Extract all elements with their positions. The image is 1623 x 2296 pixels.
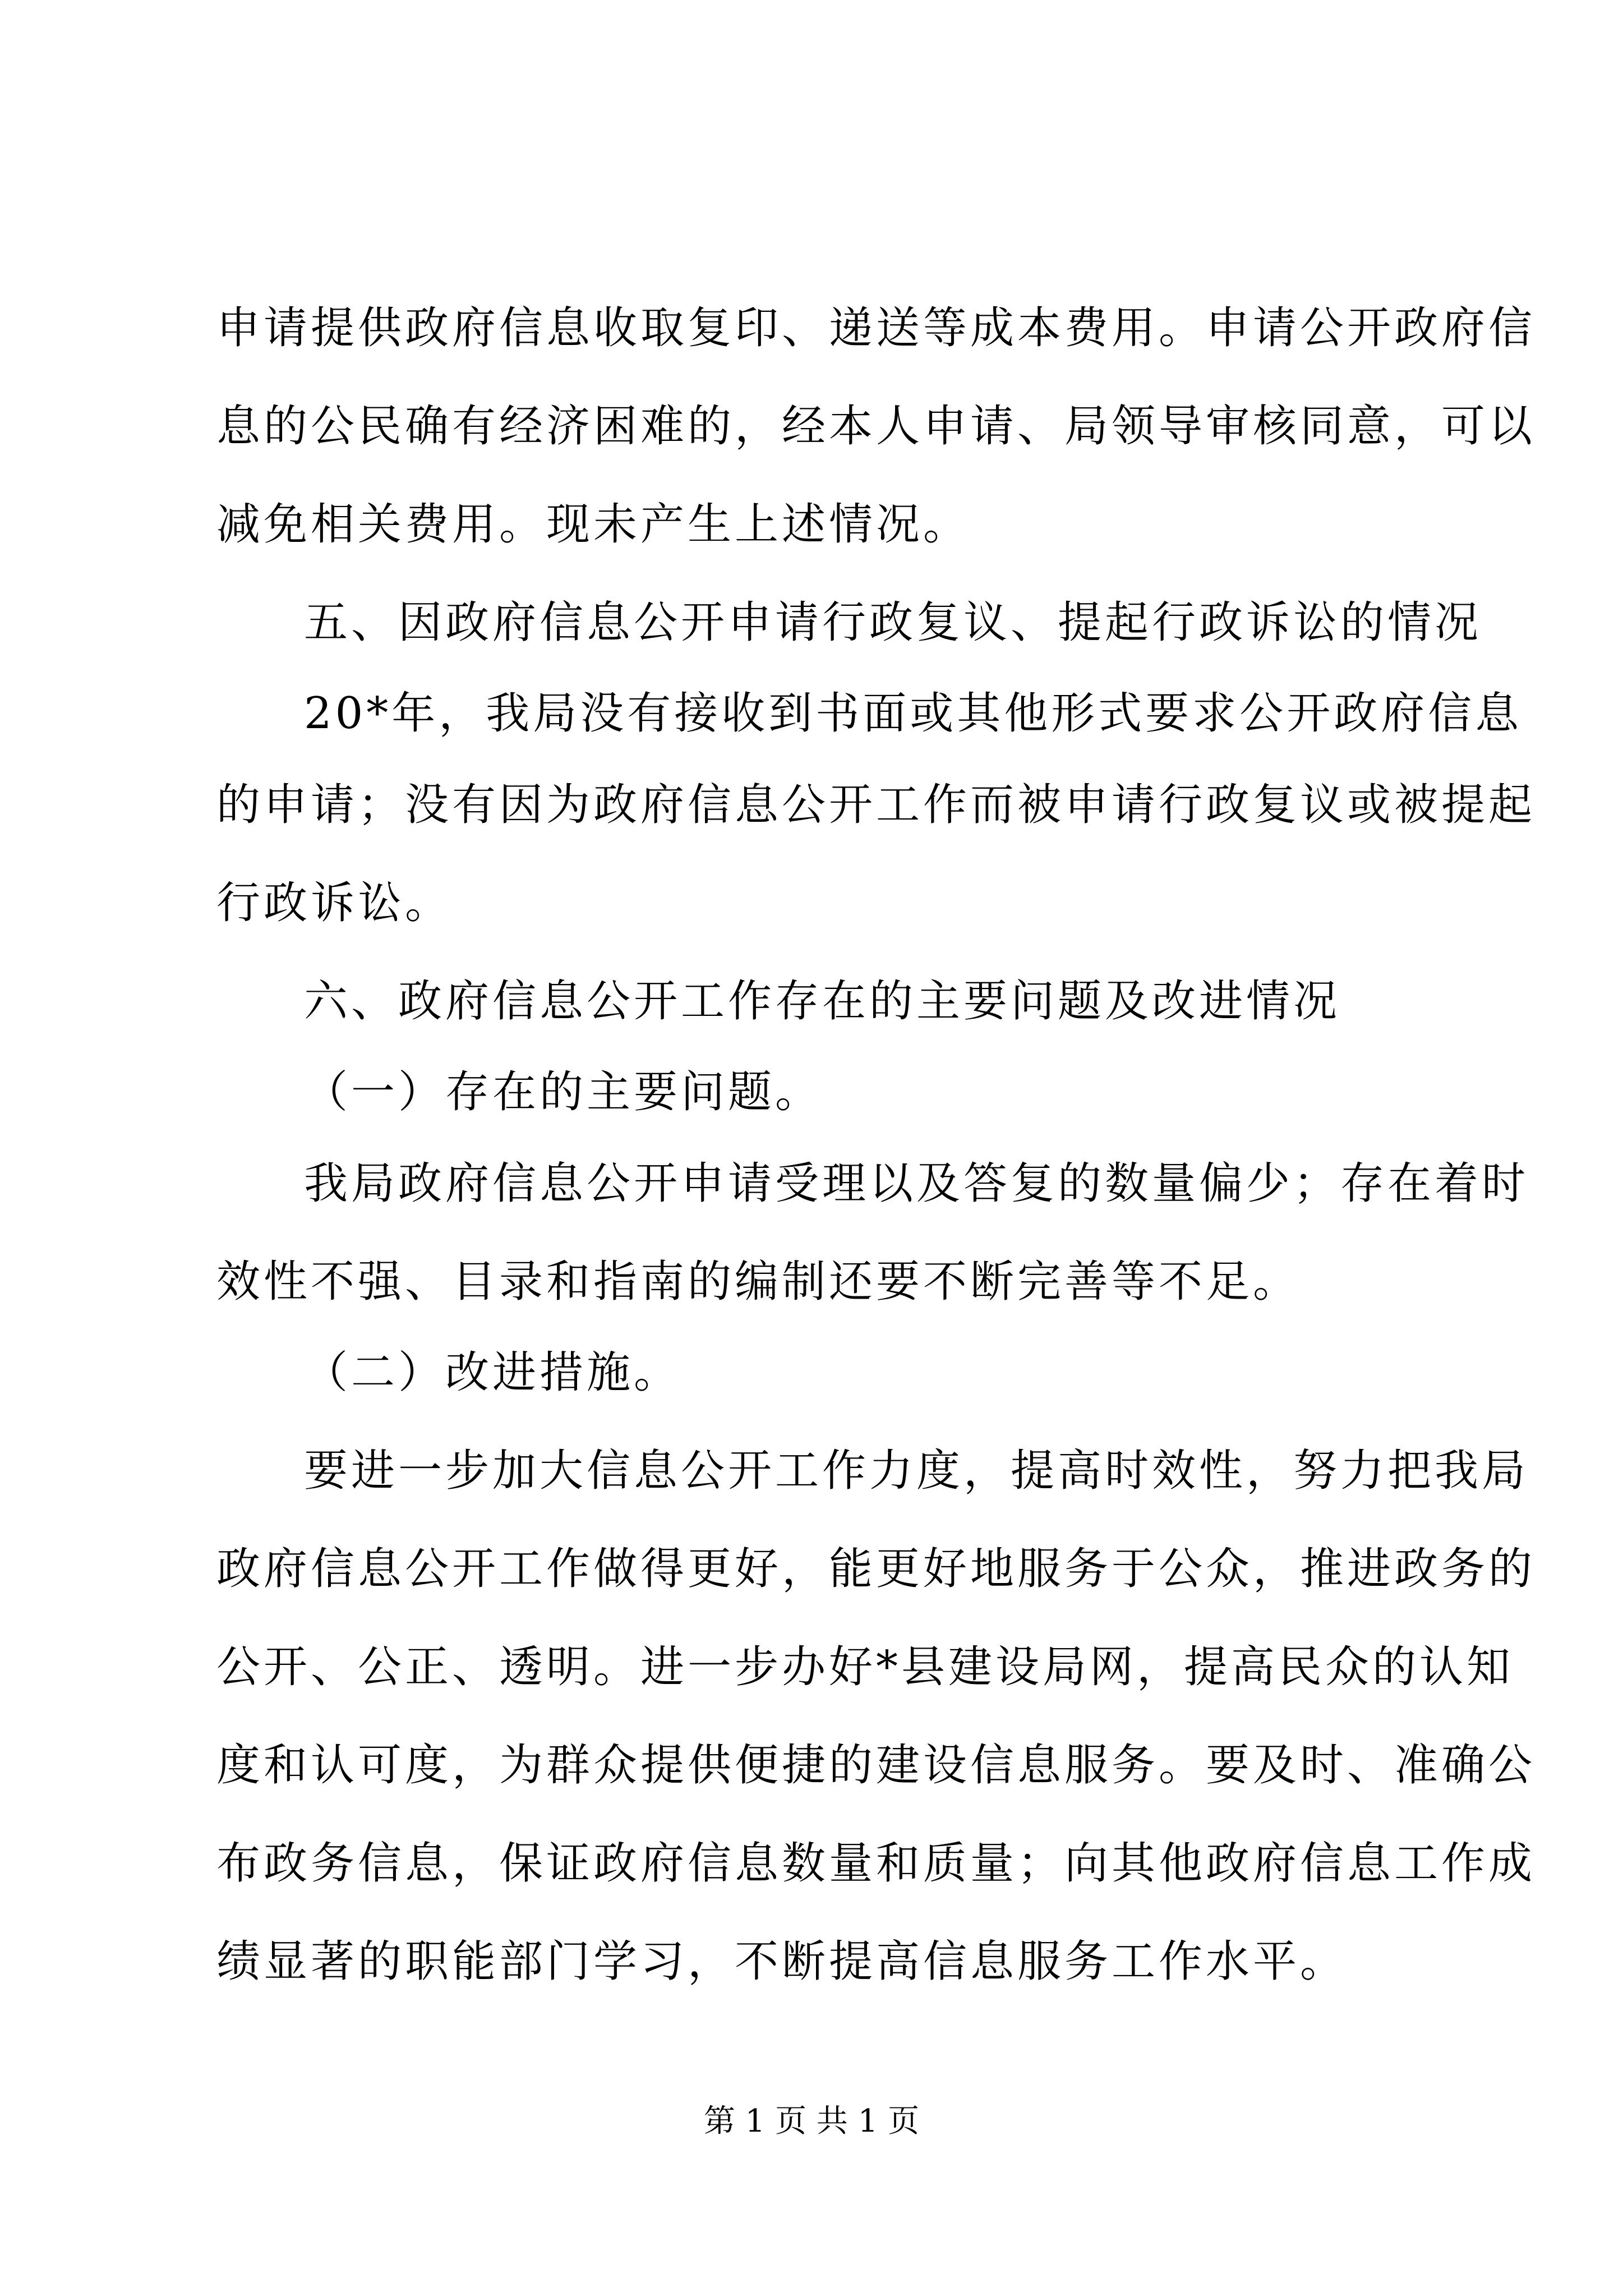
section-heading-6: 六、政府信息公开工作存在的主要问题及改进情况 xyxy=(304,976,1341,1027)
body-text-line: 度和认可度，为群众提供便捷的建设信息服务。要及时、准确公 xyxy=(216,1740,1536,1791)
body-text-line: 息的公民确有经济困难的，经本人申请、局领导审核同意，可以 xyxy=(216,401,1536,452)
body-text-line: 布政务信息，保证政府信息数量和质量；向其他政府信息工作成 xyxy=(216,1838,1536,1889)
body-text-line: 行政诉讼。 xyxy=(216,878,453,928)
subsection-heading-1: （一）存在的主要问题。 xyxy=(304,1067,823,1117)
body-text-line: 申请提供政府信息收取复印、递送等成本费用。申请公开政府信 xyxy=(216,303,1536,353)
section-heading-5: 五、因政府信息公开申请行政复议、提起行政诉讼的情况 xyxy=(304,597,1482,648)
body-text-line: 政府信息公开工作做得更好，能更好地服务于公众，推进政务的 xyxy=(216,1544,1536,1594)
page-number-footer: 第 1 页 共 1 页 xyxy=(703,2103,920,2139)
body-text-line: 公开、公正、透明。进一步办好*县建设局网，提高民众的认知 xyxy=(216,1642,1514,1692)
subsection-heading-2: （二）改进措施。 xyxy=(304,1347,681,1398)
body-text-line: 减免相关费用。现未产生上述情况。 xyxy=(216,499,971,550)
body-text-line: 绩显著的职能部门学习，不断提高信息服务工作水平。 xyxy=(216,1936,1348,1987)
body-text-line: 效性不强、目录和指南的编制还要不断完善等不足。 xyxy=(216,1257,1301,1307)
body-text-line: 20*年，我局没有接收到书面或其他形式要求公开政府信息 xyxy=(304,688,1523,739)
body-text-line: 要进一步加大信息公开工作力度，提高时效性，努力把我局 xyxy=(304,1446,1529,1496)
body-text-line: 我局政府信息公开申请受理以及答复的数量偏少；存在着时 xyxy=(304,1158,1529,1209)
body-text-line: 的申请；没有因为政府信息公开工作而被申请行政复议或被提起 xyxy=(216,780,1536,830)
